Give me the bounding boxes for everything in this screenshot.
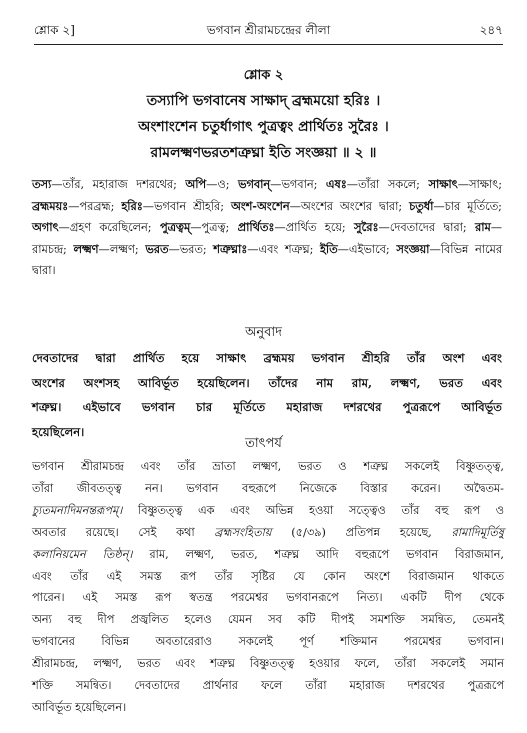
purport-text-run: রাম, লক্ষ্মণ, ভরত, শত্রুঘ্ন আদি বহুরূপে ভগবান বিরাজমান, <box>132 547 504 561</box>
purport-line: পারেন। এই সমস্ত রূপ স্বতন্ত্র পরমেশ্বর ভগবানরূপে নিত্য। একটি দীপ থেকে <box>32 591 504 605</box>
synonym-meaning: ও; <box>217 178 230 191</box>
purport-heading: তাৎপর্য <box>245 436 282 451</box>
scripture-reference: ব্রহ্মসংহিতায় <box>214 525 272 539</box>
purport-line: ভগবান শ্রীরামচন্দ্র এবং তাঁর ভ্রাতা লক্ষ্মণ, ভরত ও শত্রুঘ্ন সকলেই বিষ্ণুতত্ত্ব, <box>32 460 504 473</box>
synonym-term: অংশ-অংশেন <box>230 198 290 213</box>
synonym-term: শত্রুঘ্নাঃ <box>213 241 248 256</box>
synonym-term: ভরত <box>145 241 169 256</box>
synonym-term: পুত্রত্বম্ <box>159 220 191 235</box>
purport-line: তাঁরা জীবতত্ত্ব নন। ভগবান বহুরূপে নিজেকে বিস্তার করেন। অদ্বৈতম- <box>32 481 504 495</box>
synonym-meaning: প্রার্থিত হয়ে; <box>285 221 346 235</box>
sanskrit-quote: চ্যুতমনাদিমনন্তরূপম্। <box>32 503 123 517</box>
synonym-term: তস্য <box>32 177 52 191</box>
purport-text-run: বিষ্ণুতত্ত্ব এক এবং অভিন্ন হওয়া সত্ত্বেও তাঁর বহু রূপ ও <box>122 503 504 517</box>
purport-line: ভগবানের বিভিন্ন অবতারেরাও সকলেই পূর্ণ শক্তিমান পরমেশ্বর ভগবান। <box>32 635 504 649</box>
sanskrit-quote: রামাদিমূর্তিষু <box>451 525 504 539</box>
synonym-meaning: দেবতাদের দ্বারা; <box>389 221 467 235</box>
synonym-meaning: অংশের অংশের দ্বারা; <box>300 199 403 213</box>
synonym-term: সাক্ষাৎ <box>428 177 458 191</box>
synonym-meaning: রামচন্দ্র; <box>32 242 67 256</box>
translation-line: হয়েছিলেন। <box>32 424 85 439</box>
purport-line <box>32 522 504 544</box>
translation-text <box>32 346 502 444</box>
synonym-term: অপি <box>185 177 207 191</box>
purport-line <box>32 500 504 522</box>
synonym-meaning: ভগবান শ্রীহরি; <box>154 199 225 213</box>
synonym-meaning: তাঁর, মহারাজ দশরথের; <box>62 178 177 191</box>
synonym-meaning: গ্রহণ করেছিলেন; <box>69 221 152 235</box>
purport-text-run: (৫/৩৯) প্রতিপন্ন হয়েছে, <box>271 525 452 539</box>
sanskrit-quote: কলানিয়মেন তিষ্ঠন্। <box>32 547 133 561</box>
synonym-term: ইতি <box>320 241 338 256</box>
purport-line: অন্য বহু দীপ প্রজ্বলিত হলেও যেমন সব কটি দীপই সমশক্তি সমন্বিত, তেমনই <box>32 613 504 627</box>
purport-line <box>32 544 504 566</box>
purport-line: আবির্ভূত হয়েছিলেন। <box>32 700 127 714</box>
purport-line: এবং তাঁর এই সমস্ত রূপ তাঁর সৃষ্টির যে কোন অংশে বিরাজমান থাকতে <box>32 569 504 583</box>
synonym-term: চতুর্ধা <box>409 198 434 213</box>
translation-heading: অনুবাদ <box>245 325 282 340</box>
purport-text <box>32 456 504 719</box>
translation-line: অংশের অংশসহ আবির্ভূত হয়েছিলেন। তাঁদের নাম রাম, লক্ষ্মণ, ভরত এবং <box>32 375 502 390</box>
synonym-term: সংজ্ঞয়া <box>396 241 430 256</box>
purport-line: শ্রীরামচন্দ্র, লক্ষ্মণ, ভরত এবং শত্রুঘ্ন বিষ্ণুতত্ত্ব হওয়ার ফলে, তাঁরা সকলেই সমান <box>32 657 504 671</box>
synonym-term: ভগবান্ <box>238 177 271 191</box>
synonym-meaning: পরব্রহ্ম; <box>79 199 115 213</box>
synonym-meaning: সাক্ষাৎ; <box>469 178 503 191</box>
synonym-meaning: ভরত; <box>179 242 207 256</box>
purport-line: শক্তি সমন্বিত। দেবতাদের প্রার্থনার ফলে তাঁরা মহারাজ দশরথের পুত্ররূপে <box>32 679 504 693</box>
running-header <box>34 22 503 42</box>
word-for-word-synonyms: তস্য—তাঁর, মহারাজ দশরথের; অপি—ও; ভগবান্—ভগবান; এষঃ—তাঁরা সকলে; সাক্ষাৎ—সাক্ষাৎ; ব্রহ্মময়ঃ—পরব্রহ্ম; হরিঃ—ভগবান শ্রীহরি; অংশ-অংশেন—অংশের অংশের দ্বারা; চতুর্ধা—চার মূর্তিতে; অগাৎ—গ্রহণ করেছিলেন; পুত্রত্বম্—পুত্রত্ব; প্রার্থিতঃ—প্রার্থিত হয়ে; সুরৈঃ—দেবতাদের দ্বারা; রাম—রামচন্দ্র; লক্ষ্মণ—লক্ষ্মণ; ভরত—ভরত; শত্রুঘ্নাঃ—এবং শত্রুঘ্ন; ইতি—এইভাবে; সংজ্ঞয়া—বিভিন্ন নামের দ্বারা। <box>32 177 503 278</box>
translation-line: দেবতাদের দ্বারা প্রার্থিত হয়ে সাক্ষাৎ ব্রহ্মময় ভগবান শ্রীহরি তাঁর অংশ এবং <box>32 351 502 365</box>
synonym-term: সুরৈঃ <box>354 220 379 235</box>
synonym-meaning: লক্ষ্মণ; <box>109 242 139 256</box>
translation-line: শত্রুঘ্ন। এইভাবে ভগবান চার মূর্তিতে মহারাজ দশরথের পুত্ররূপে আবির্ভূত <box>32 400 502 414</box>
chapter-title: ভগবান শ্রীরামচন্দ্রের লীলা <box>206 23 331 37</box>
synonym-term: হরিঃ <box>121 198 143 213</box>
verse-line: তস্যাপি ভগবানেষ সাক্ষাদ্ ব্রহ্মময়ো হরিঃ । <box>146 93 381 109</box>
synonym-meaning: এবং শত্রুঘ্ন; <box>258 242 314 256</box>
synonym-meaning: ভগবান; <box>281 178 318 191</box>
synonym-meaning: বিভিন্ন নামের দ্বারা। <box>32 242 503 278</box>
synonym-term: অগাৎ <box>32 220 59 235</box>
verse-line: রামলক্ষ্মণভরতশত্রুঘ্না ইতি সংজ্ঞয়া ॥ ২ ॥ <box>150 145 377 161</box>
verse-line: অংশাংশেন চতুর্ধাগাৎ পুত্রত্বং প্রার্থিতঃ সুরৈঃ । <box>138 119 389 135</box>
synonym-term: এষঃ <box>325 177 347 191</box>
synonym-meaning: তাঁরা সকলে; <box>358 178 420 191</box>
synonym-term: রাম <box>474 220 491 235</box>
synonym-meaning: এইভাবে; <box>348 242 390 256</box>
page-number: ২৪৭ <box>479 23 503 37</box>
synonym-term: প্রার্থিতঃ <box>237 220 275 235</box>
synonym-meaning: পুত্রত্ব; <box>201 221 230 235</box>
purport-text-run: অবতার রয়েছে। সেই কথা <box>32 525 215 539</box>
synonym-meaning: চার মূর্তিতে; <box>444 199 502 213</box>
verse-title: শ্লোক ২ <box>243 68 284 83</box>
synonym-term: ব্রহ্মময়ঃ <box>32 198 69 213</box>
chapter-verse-ref: শ্লোক ২] <box>34 23 75 37</box>
header-divider <box>34 44 503 45</box>
synonym-term: লক্ষ্মণ <box>73 241 99 256</box>
